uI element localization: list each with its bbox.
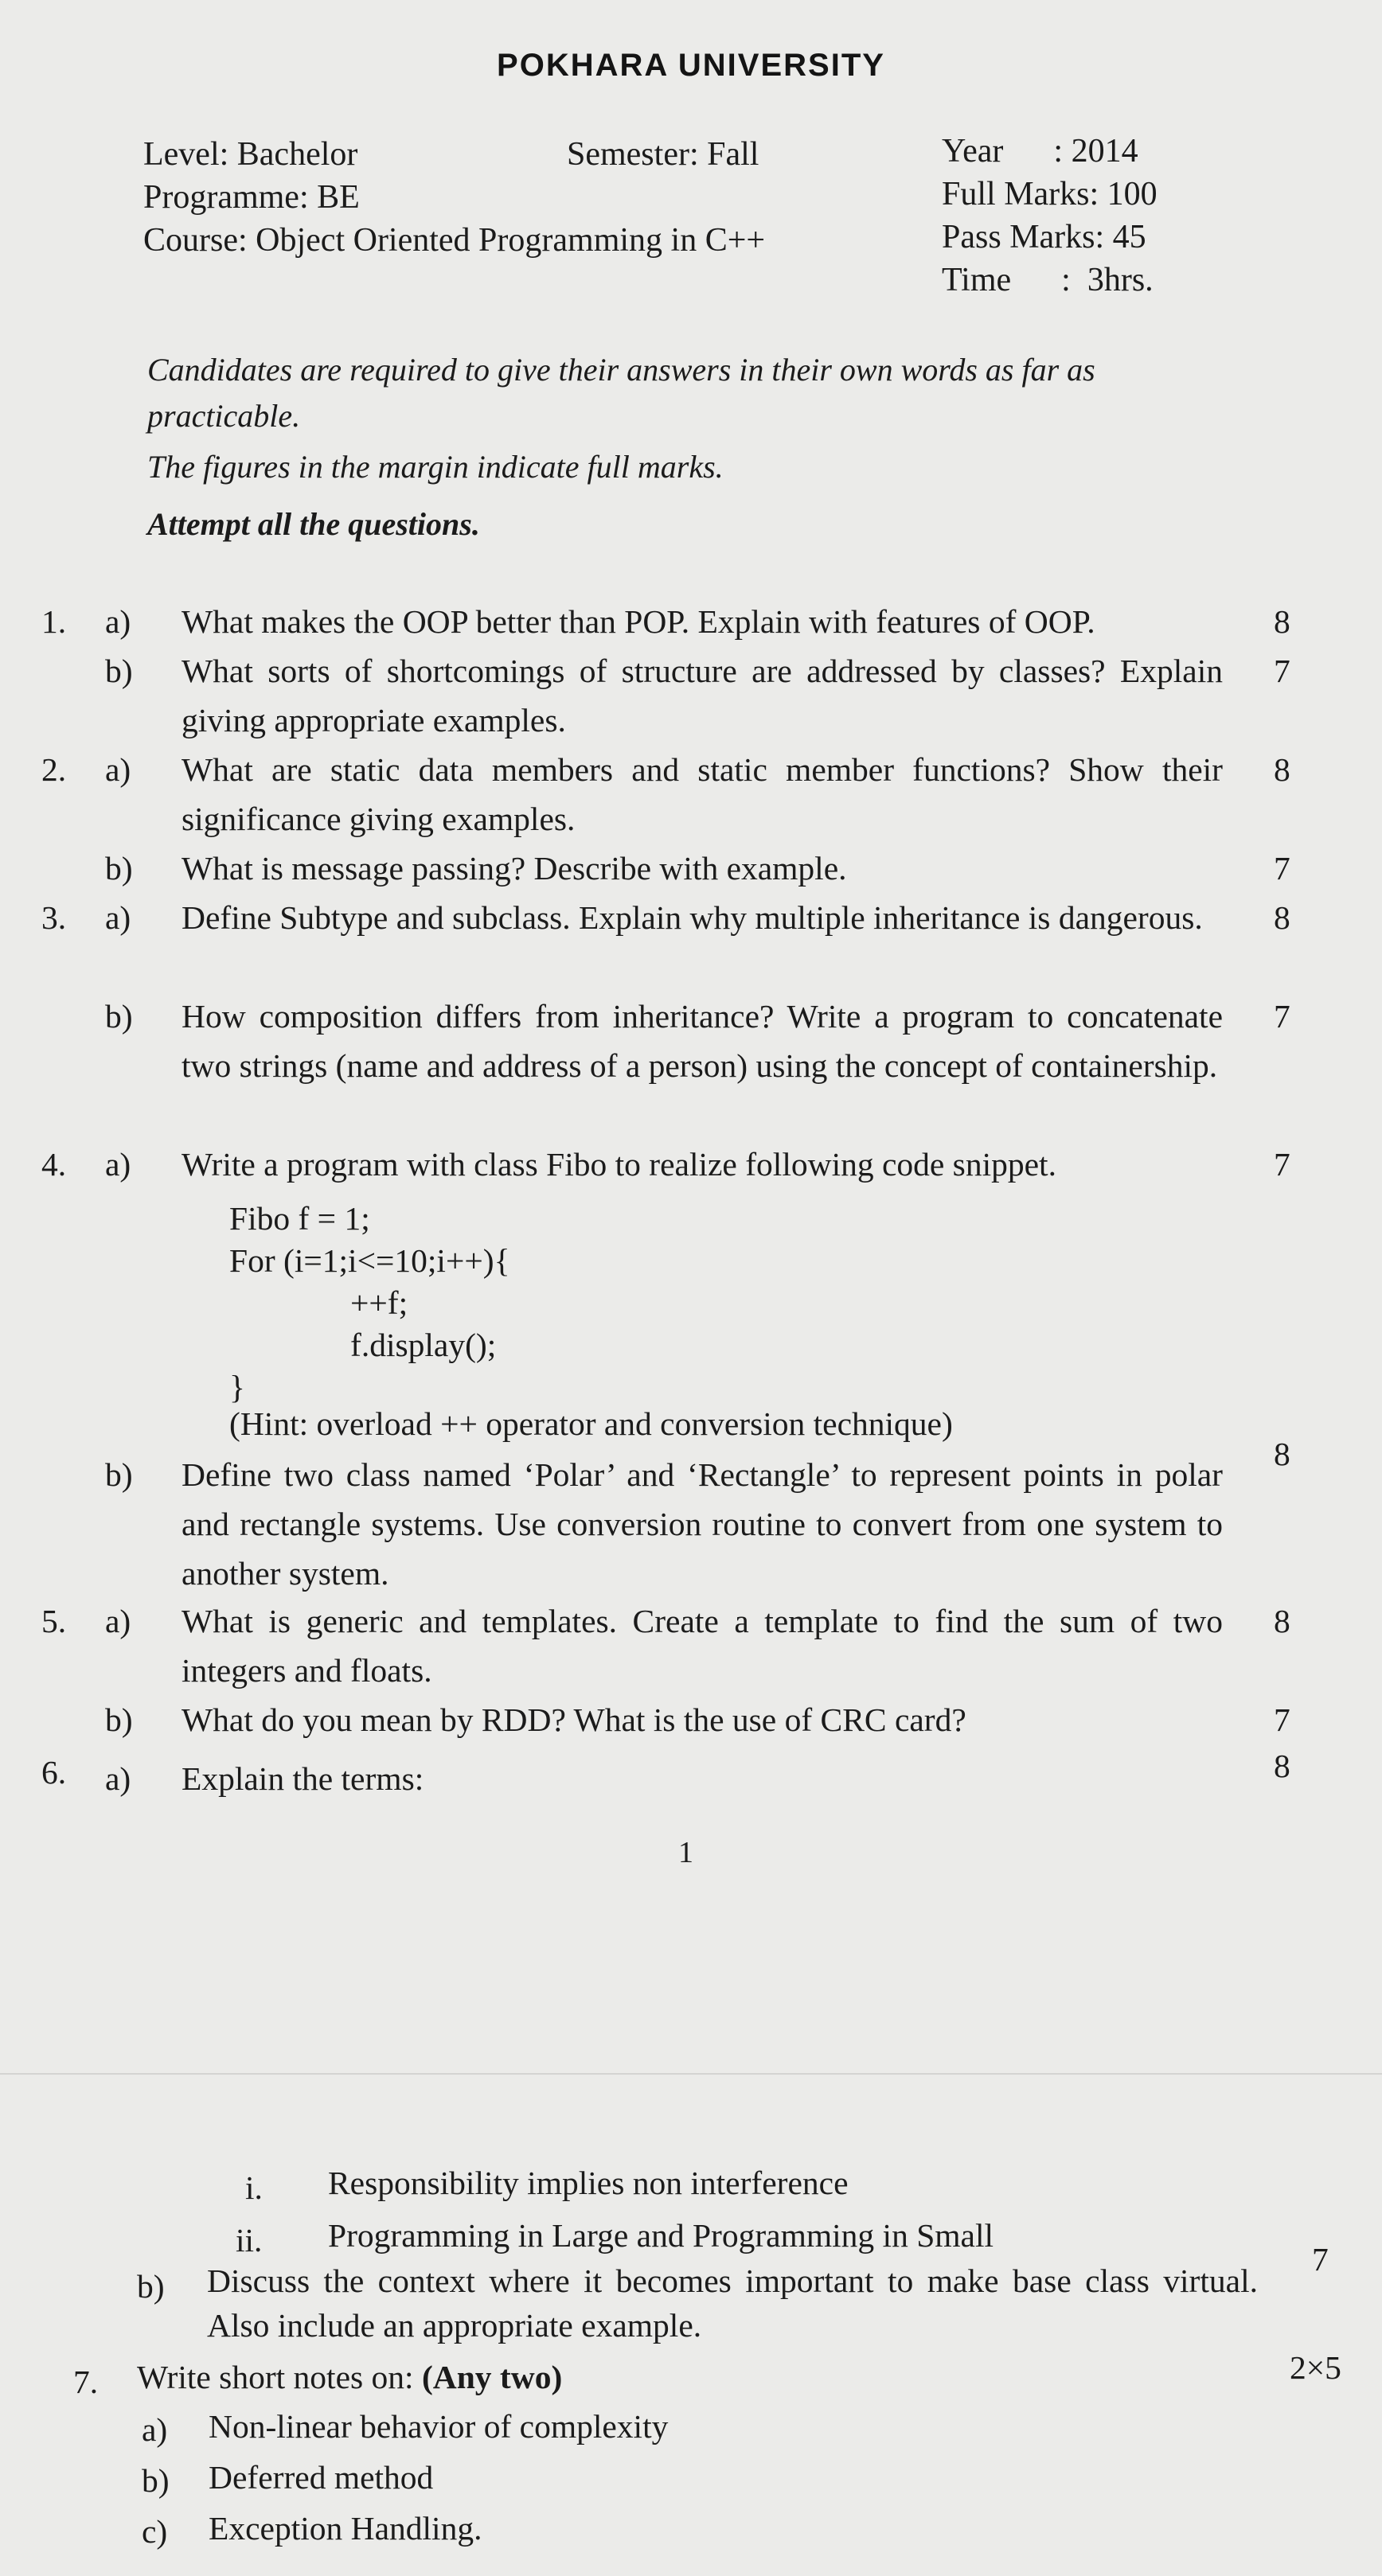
q2-a-marks: 8 [1274,751,1290,788]
q4-b-marks: 8 [1274,1436,1290,1472]
q6-a-item-i-label: i. [245,2169,263,2206]
page-break [0,2073,1382,2075]
q5-a-marks: 8 [1274,1603,1290,1639]
question-number-7: 7. [73,2364,99,2400]
q1-a-label: a) [105,603,131,640]
q3-a-label: a) [105,899,131,936]
q5-b-marks: 7 [1274,1701,1290,1738]
university-title: POKHARA UNIVERSITY [497,48,885,83]
question-number-5: 5. [41,1603,67,1639]
q7-marks: 2×5 [1290,2349,1341,2386]
q2-b-marks: 7 [1274,850,1290,887]
question-number-2: 2. [41,751,67,788]
q2-b-label: b) [105,850,133,887]
q4-a-text: Write a program with class Fibo to realize following code snippet. [182,1146,1056,1183]
q7-c-label: c) [142,2513,168,2550]
q7-text-line [137,2352,562,2402]
q2-a-label: a) [105,751,131,788]
code-line-4: f.display(); [350,1327,497,1363]
code-line-1: Fibo f = 1; [229,1200,370,1237]
q4-b-text: Define two class named ‘Polar’ and ‘Rectangle’ to represent points in polar and rectangle systems. Use conversion routine to convert from one system to another system. [182,1456,1223,1592]
q1-a-marks: 8 [1274,603,1290,640]
q3-b-text: How composition differs from inheritance? Write a program to concatenate two strings (name and address of a person) using the concept of containership. [182,998,1223,1084]
q7-b-text: Deferred method [209,2459,434,2496]
q6-a-item-i-text: Responsibility implies non interference [328,2165,849,2201]
q3-b-label: b) [105,998,133,1035]
q6-b-text: Discuss the context where it becomes important to make base class virtual. Also include an appropriate example. [207,2262,1258,2344]
instruction-margin-marks: The figures in the margin indicate full marks. [147,449,724,485]
q4-b-label: b) [105,1456,133,1493]
q7-b-label: b) [142,2462,170,2499]
question-number-6: 6. [41,1754,67,1791]
q6-a-item-ii-text: Programming in Large and Programming in Small [328,2217,994,2254]
q4-a-marks: 7 [1274,1146,1290,1183]
q2-a-text: What are static data members and static member functions? Show their significance giving examples. [182,751,1223,837]
code-line-5: } [229,1369,245,1405]
page-number: 1 [678,1836,693,1869]
year: Year : 2014 [942,133,1138,170]
q4-a-label: a) [105,1146,131,1183]
q6-b-marks: 7 [1312,2241,1329,2278]
q1-b-text: What sorts of shortcomings of structure are addressed by classes? Explain giving appropriate examples. [182,653,1223,739]
q6-a-item-ii-label: ii. [236,2222,263,2258]
code-line-2: For (i=1;i<=10;i++){ [229,1242,510,1279]
question-number-1: 1. [41,603,67,640]
time: Time : 3hrs. [942,262,1154,298]
course: Course: Object Oriented Programming in C++ [143,222,766,259]
q5-b-text: What do you mean by RDD? What is the use of CRC card? [182,1701,966,1738]
question-number-4: 4. [41,1146,67,1183]
q4-a-hint: (Hint: overload ++ operator and conversion technique) [229,1405,953,1442]
q6-a-marks: 8 [1274,1748,1290,1784]
q5-a-label: a) [105,1603,131,1639]
q3-a-text: Define Subtype and subclass. Explain why multiple inheritance is dangerous. [182,899,1203,936]
question-number-3: 3. [41,899,67,936]
q6-a-label: a) [105,1760,131,1797]
code-line-3: ++f; [350,1284,408,1321]
full-marks: Full Marks: 100 [942,176,1158,212]
q6-b-label: b) [137,2268,165,2305]
instruction-attempt-all: Attempt all the questions. [147,506,480,542]
q7-a-label: a) [142,2411,168,2448]
instruction-own-words: Candidates are required to give their answers in their own words as far as practicable. [147,352,1095,434]
q1-b-label: b) [105,653,133,689]
q3-a-marks: 8 [1274,899,1290,936]
q3-b-marks: 7 [1274,998,1290,1035]
level: Level: Bachelor [143,136,358,173]
q1-a-text: What makes the OOP better than POP. Explain with features of OOP. [182,603,1095,640]
q6-a-text: Explain the terms: [182,1760,424,1797]
semester: Semester: Fall [567,136,759,173]
q7-a-text: Non-linear behavior of complexity [209,2408,669,2445]
q5-b-label: b) [105,1701,133,1738]
q5-a-text: What is generic and templates. Create a template to find the sum of two integers and floats. [182,1603,1223,1689]
q2-b-text: What is message passing? Describe with example. [182,850,847,887]
q1-b-marks: 7 [1274,653,1290,689]
q7-c-text: Exception Handling. [209,2510,482,2547]
programme: Programme: BE [143,179,360,216]
q7-text: Write short notes on: [137,2359,414,2395]
pass-marks: Pass Marks: 45 [942,219,1146,255]
q7-any-two: (Any two) [421,2359,563,2395]
